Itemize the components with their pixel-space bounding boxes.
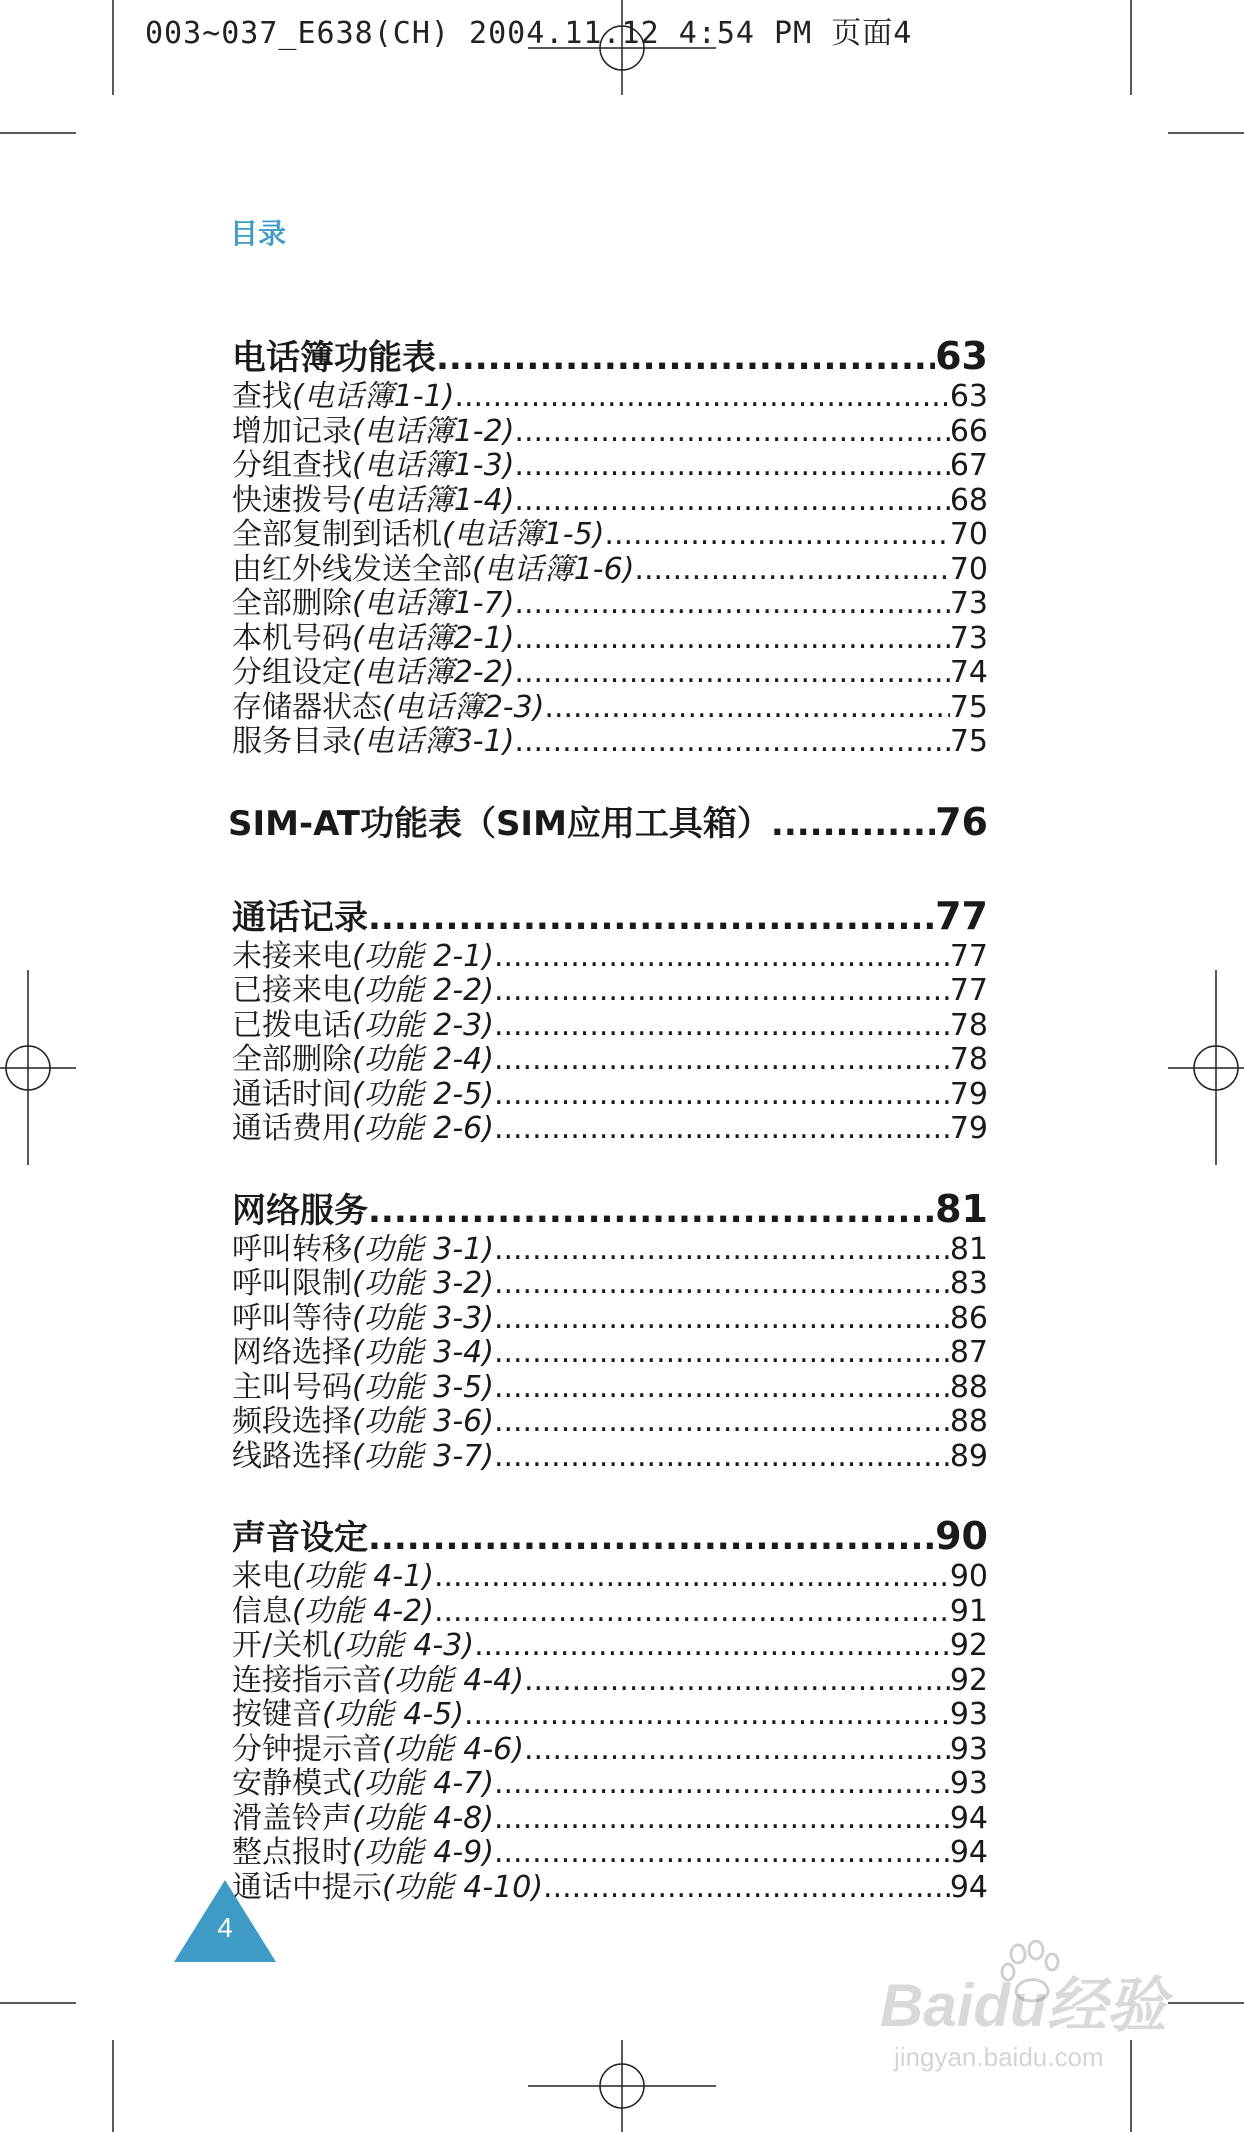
toc-entry[interactable]: 安静模式 (功能 4-7) ..... 93 — [232, 1767, 988, 1802]
toc-entry[interactable]: 全部删除 (电话簿1-7) ..... 73 — [232, 587, 988, 622]
toc-entry[interactable]: 快速拨号 (电话簿1-4) ..... 68 — [232, 484, 988, 519]
section-heading[interactable]: 通话记录 ..... 77 — [232, 894, 988, 940]
page-number: 4 — [217, 1912, 233, 1943]
table-of-contents — [228, 334, 988, 1945]
toc-entry[interactable]: 未接来电 (功能 2-1) ..... 77 — [232, 940, 988, 975]
toc-entry[interactable]: 已拨电话 (功能 2-3) ..... 78 — [232, 1009, 988, 1044]
toc-entry[interactable]: 服务目录 (电话簿3-1) ..... 75 — [232, 725, 988, 760]
toc-entry[interactable]: 按键音 (功能 4-5) ..... 93 — [232, 1698, 988, 1733]
toc-entry[interactable]: 呼叫等待 (功能 3-3) ..... 86 — [232, 1302, 988, 1337]
toc-entry[interactable]: 由红外线发送全部 (电话簿1-6) ..... 70 — [232, 553, 988, 588]
toc-entry[interactable]: 增加记录 (电话簿1-2) ..... 66 — [232, 415, 988, 450]
toc-entry[interactable]: 分钟提示音 (功能 4-6) ..... 93 — [232, 1733, 988, 1768]
baidu-watermark — [880, 1940, 1180, 2080]
toc-entry[interactable]: 主叫号码 (功能 3-5) ..... 88 — [232, 1371, 988, 1406]
toc-entry[interactable]: 开/关机 (功能 4-3) ..... 92 — [232, 1629, 988, 1664]
toc-section-phonebook — [232, 334, 988, 760]
print-header: 003~037_E638(CH) 2004.11.12 4:54 PM 页面4 — [145, 16, 913, 51]
toc-section-call-records — [232, 894, 988, 1147]
toc-entry[interactable]: 呼叫转移 (功能 3-1) ..... 81 — [232, 1233, 988, 1268]
toc-heading: 目录 — [230, 217, 287, 250]
toc-entry[interactable]: 滑盖铃声 (功能 4-8) ..... 94 — [232, 1802, 988, 1837]
section-heading[interactable]: 声音设定 ..... 90 — [232, 1514, 988, 1560]
toc-entry[interactable]: 通话时间 (功能 2-5) ..... 79 — [232, 1078, 988, 1113]
toc-entry[interactable]: 通话中提示 (功能 4-10) ..... 94 — [232, 1871, 988, 1906]
toc-entry[interactable]: 信息 (功能 4-2) ..... 91 — [232, 1595, 988, 1630]
toc-entry[interactable]: 线路选择 (功能 3-7) ..... 89 — [232, 1440, 988, 1475]
toc-entry[interactable]: 频段选择 (功能 3-6) ..... 88 — [232, 1405, 988, 1440]
toc-entry[interactable]: 本机号码 (电话簿2-1) ..... 73 — [232, 622, 988, 657]
toc-entry[interactable]: 分组设定 (电话簿2-2) ..... 74 — [232, 656, 988, 691]
toc-entry[interactable]: 已接来电 (功能 2-2) ..... 77 — [232, 974, 988, 1009]
toc-entry[interactable]: 查找 (电话簿1-1) ..... 63 — [232, 380, 988, 415]
toc-section-sim-at — [228, 799, 988, 846]
watermark-url: jingyan.baidu.com — [894, 2042, 1104, 2072]
toc-entry[interactable]: 存储器状态 (电话簿2-3) ..... 75 — [232, 691, 988, 726]
toc-entry[interactable]: 网络选择 (功能 3-4) ..... 87 — [232, 1336, 988, 1371]
toc-entry[interactable]: 来电 (功能 4-1) ..... 90 — [232, 1560, 988, 1595]
toc-section-network-services — [232, 1187, 988, 1475]
toc-section-sound-settings — [232, 1514, 988, 1905]
toc-entry[interactable]: 连接指示音 (功能 4-4) ..... 92 — [232, 1664, 988, 1699]
section-heading[interactable]: 电话簿功能表 ..... 63 — [232, 334, 988, 380]
watermark-brand: Baidu经验 — [880, 1972, 1167, 2039]
section-heading[interactable]: 网络服务 ..... 81 — [232, 1187, 988, 1233]
toc-entry[interactable]: 呼叫限制 (功能 3-2) ..... 83 — [232, 1267, 988, 1302]
section-heading[interactable]: SIM-AT功能表（SIM应用工具箱） ..... 76 — [228, 800, 988, 846]
toc-entry[interactable]: 分组查找 (电话簿1-3) ..... 67 — [232, 449, 988, 484]
toc-entry[interactable]: 全部删除 (功能 2-4) ..... 78 — [232, 1043, 988, 1078]
toc-entry[interactable]: 整点报时 (功能 4-9) ..... 94 — [232, 1836, 988, 1871]
toc-entry[interactable]: 通话费用 (功能 2-6) ..... 79 — [232, 1112, 988, 1147]
toc-entry[interactable]: 全部复制到话机 (电话簿1-5) ..... 70 — [232, 518, 988, 553]
